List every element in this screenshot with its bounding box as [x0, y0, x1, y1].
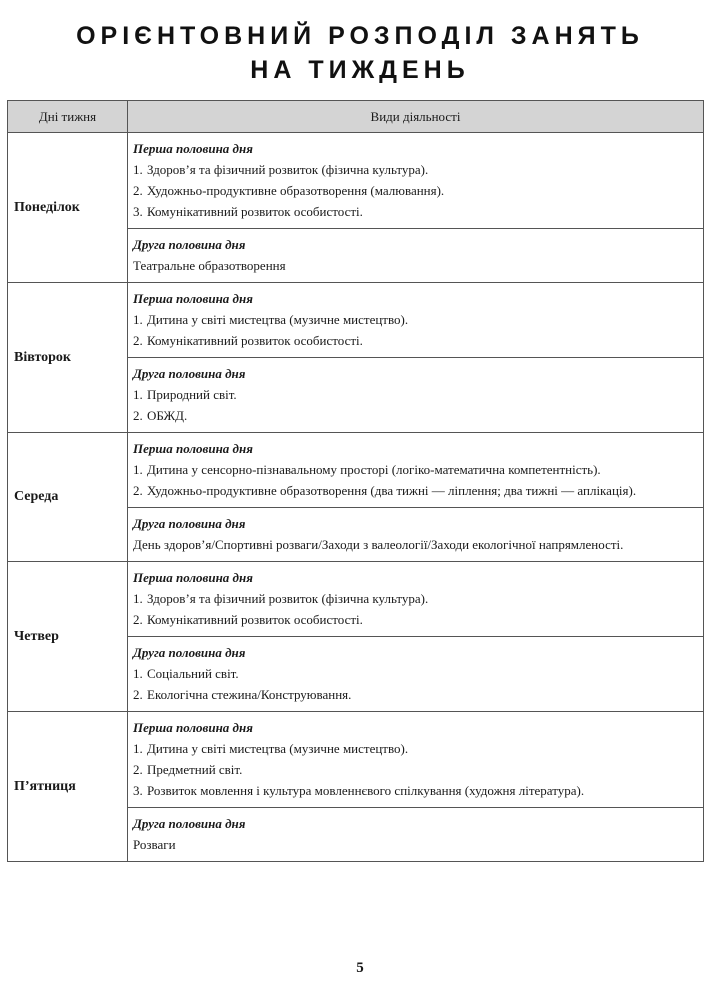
list-item [133, 609, 697, 630]
day-name: Четвер [8, 562, 128, 712]
half-day-heading: Перша половина дня [133, 141, 253, 156]
item-text: Здоров’я та фізичний розвиток (фізична культура). [147, 591, 429, 606]
activity-block [128, 283, 704, 358]
item-text: Художньо-продуктивне образотворення (два тижні — ліплення; два тижні — аплікація). [147, 483, 637, 498]
item-number: 1. [133, 462, 143, 477]
activity-block [128, 562, 704, 637]
weekly-schedule-table [7, 100, 704, 862]
half-day-heading: Перша половина дня [133, 441, 253, 456]
list-item [133, 309, 697, 330]
table-row [8, 133, 704, 229]
half-day-heading: Друга половина дня [133, 237, 246, 252]
list-item [133, 405, 697, 426]
list-item [133, 330, 697, 351]
item-text: Предметний світ. [147, 762, 243, 777]
activity-block [128, 133, 704, 229]
item-text: Дитина у світі мистецтва (музичне мистецтво). [147, 312, 409, 327]
activity-text: Розваги [133, 837, 176, 852]
item-number: 1. [133, 741, 143, 756]
page-title-line-1: ОРІЄНТОВНИЙ РОЗПОДІЛ ЗАНЯТЬ [76, 22, 644, 50]
list-item [133, 384, 697, 405]
item-number: 2. [133, 183, 143, 198]
list-item [133, 738, 697, 759]
page-number: 5 [356, 960, 364, 976]
half-day-heading: Перша половина дня [133, 720, 253, 735]
half-day-heading: Друга половина дня [133, 516, 246, 531]
item-number: 2. [133, 612, 143, 627]
day-name: П’ятниця [8, 712, 128, 862]
item-text: Екологічна стежина/Конструювання. [147, 687, 352, 702]
activity-block [128, 508, 704, 562]
header-days: Дні тижня [8, 101, 128, 133]
list-item [133, 663, 697, 684]
item-text: Комунікативний розвиток особистості. [147, 204, 363, 219]
half-day-heading: Друга половина дня [133, 366, 246, 381]
page-title-line-2: НА ТИЖДЕНЬ [250, 56, 470, 84]
item-number: 1. [133, 162, 143, 177]
table-row [8, 433, 704, 508]
item-number: 1. [133, 387, 143, 402]
activity-block [128, 712, 704, 808]
item-text: Здоров’я та фізичний розвиток (фізична культура). [147, 162, 429, 177]
half-day-heading: Перша половина дня [133, 570, 253, 585]
item-number: 1. [133, 591, 143, 606]
list-item [133, 201, 697, 222]
item-text: ОБЖД. [147, 408, 188, 423]
activity-block [128, 808, 704, 862]
list-item [133, 159, 697, 180]
activity-text: День здоров’я/Спортивні розваги/Заходи з валеології/Заходи екологічної напрямленості. [133, 537, 624, 552]
item-number: 1. [133, 312, 143, 327]
header-activities: Види діяльності [128, 101, 704, 133]
item-number: 3. [133, 204, 143, 219]
half-day-heading: Друга половина дня [133, 816, 246, 831]
list-item [133, 459, 697, 480]
item-number: 2. [133, 762, 143, 777]
item-text: Розвиток мовлення і культура мовленнєвого спілкування (художня література). [147, 783, 585, 798]
item-text: Соціальний світ. [147, 666, 239, 681]
item-text: Комунікативний розвиток особистості. [147, 612, 363, 627]
day-name: Середа [8, 433, 128, 562]
item-text: Художньо-продуктивне образотворення (малювання). [147, 183, 445, 198]
list-item [133, 780, 697, 801]
item-number: 2. [133, 483, 143, 498]
item-text: Комунікативний розвиток особистості. [147, 333, 363, 348]
activity-block [128, 229, 704, 283]
list-item [133, 588, 697, 609]
table-row [8, 712, 704, 808]
item-number: 2. [133, 408, 143, 423]
activity-block [128, 433, 704, 508]
table-header-row [8, 101, 704, 133]
activity-block [128, 358, 704, 433]
list-item [133, 684, 697, 705]
table-row [8, 283, 704, 358]
item-number: 2. [133, 687, 143, 702]
item-text: Дитина у сенсорно-пізнавальному просторі (логіко-математична компетентність). [147, 462, 601, 477]
list-item [133, 180, 697, 201]
day-name: Понеділок [8, 133, 128, 283]
item-number: 3. [133, 783, 143, 798]
day-name: Вівторок [8, 283, 128, 433]
item-text: Дитина у світі мистецтва (музичне мистецтво). [147, 741, 409, 756]
table-row [8, 562, 704, 637]
item-text: Природний світ. [147, 387, 237, 402]
item-number: 1. [133, 666, 143, 681]
list-item [133, 759, 697, 780]
activity-text: Театральне образотворення [133, 258, 286, 273]
list-item [133, 480, 697, 501]
half-day-heading: Перша половина дня [133, 291, 253, 306]
activity-block [128, 637, 704, 712]
half-day-heading: Друга половина дня [133, 645, 246, 660]
item-number: 2. [133, 333, 143, 348]
